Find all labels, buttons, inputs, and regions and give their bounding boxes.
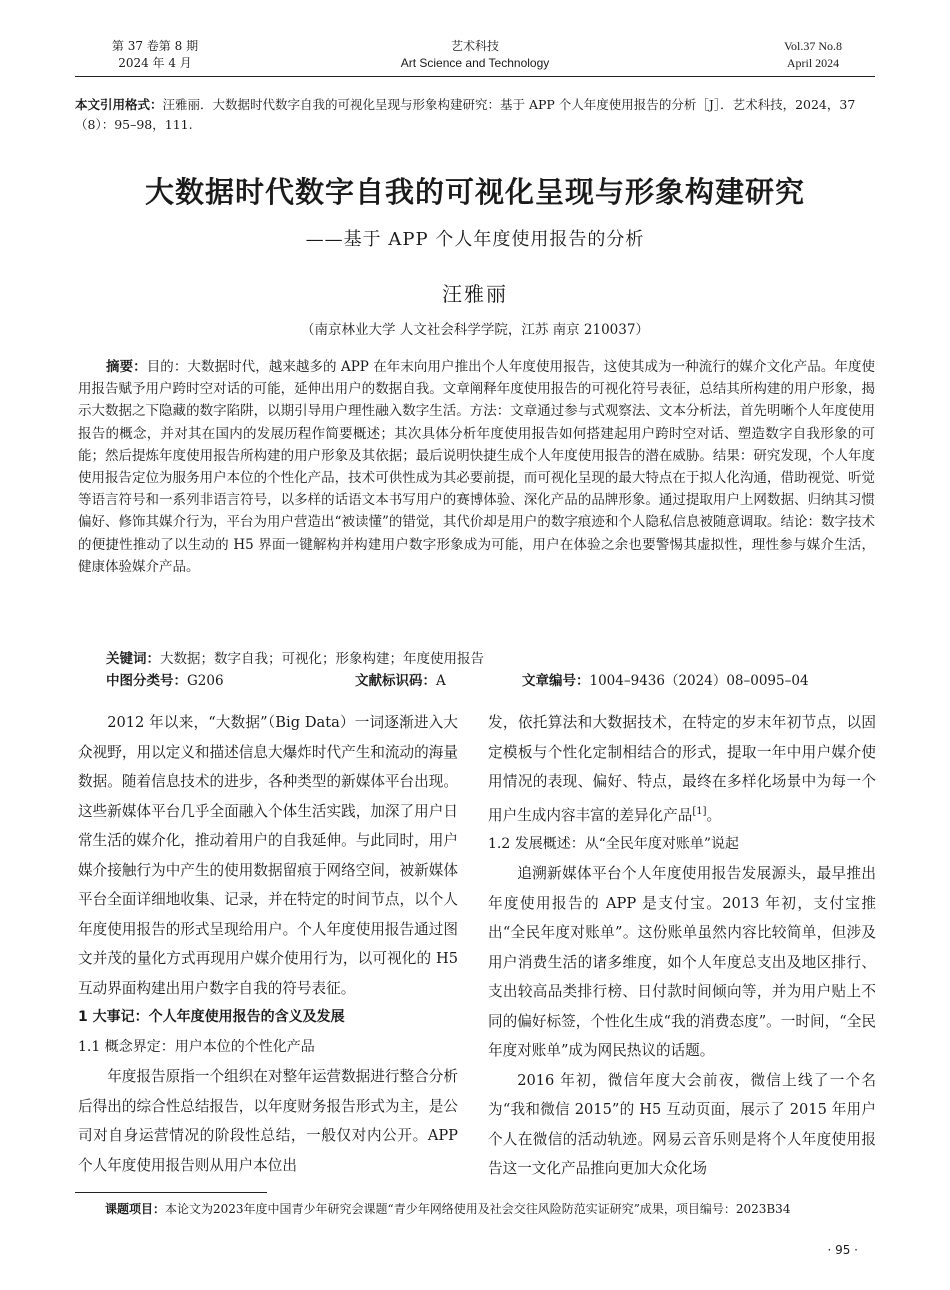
keywords-label: 关键词： bbox=[106, 651, 160, 667]
section-heading-1: 1 大事记：个人年度使用报告的含义及发展 bbox=[78, 1009, 345, 1025]
paragraph: 2012 年以来，“大数据”（Big Data）一词逐渐进入大众视野，用以定义和描述信息大爆炸时代产生和流动的海量数据。随着信息技术的进步，各种类型的新媒体平台出现。这些新媒体平台几乎全面融入个体生活实践，加深了用户日常生活的媒介化，推动着用户的自我延伸。与此同时，用户媒介接触行为中产生的使用数据留痕于网络空间，被新媒体平台全面详细地收集、记录，并在特定的时间节点，以个人年度使用报告的形式呈现给用户。个人年度使用报告通过图文并茂的量化方式再现用户媒介使用行为，以可视化的 H5 互动界面构建出用户数字自我的符号表征。 bbox=[78, 714, 458, 997]
body-column-left bbox=[78, 708, 458, 1180]
journal-issue-en bbox=[768, 38, 858, 72]
keywords-text: 大数据；数字自我；可视化；形象构建；年度使用报告 bbox=[160, 651, 484, 667]
citation-label: 本文引用格式： bbox=[75, 97, 163, 112]
issue-date-en: April 2024 bbox=[786, 56, 840, 70]
abstract-text: 目的：大数据时代，越来越多的 APP 在年末向用户推出个人年度使用报告，这使其成为一种流行的媒介文化产品。年度使用报告赋予用户跨时空对话的可能，延伸出用户的数据自我。文章阐释年度使用报告的可视化符号表征，总结其所构建的用户形象，揭示大数据之下隐藏的数字陷阱，以期引导用户理性融入数字生活。方法：文章通过参与式观察法、文本分析法，首先明晰个人年度使用报告的概念，并对其在国内的发展历程作简要概述；其次具体分析年度使用报告如何搭建起用户跨时空对话、塑造数字自我形象的可能；然后提炼年度使用报告所构建的用户形象及其依据；最后说明快捷生成个人年度使用报告的潜在威胁。结果：研究发现，个人年度使用报告定位为服务用户本位的个性化产品，技术可供性成为其必要前提，而可视化呈现的最大特点在于拟人化沟通，借助视觉、听觉等语言符号和一系列非语言符号，以多样的话语文本书写用户的赛博体验、深化产品的品牌形象。通过提取用户上网数据、归纳其习惯偏好、修饰其媒介行为，平台为用户营造出“被读懂”的错觉，其代价却是用户的数字痕迹和个人隐私信息被随意调取。结论：数字技术的便捷性推动了以生动的 H5 界面一键解构并构建用户数字形象成为可能，用户在体验之余也要警惕其虚拟性，理性参与媒介生活，健康体验媒介产品。 bbox=[78, 359, 876, 575]
citation bbox=[75, 95, 875, 135]
footnote-divider bbox=[75, 1192, 267, 1193]
article-label: 文章编号： bbox=[522, 673, 590, 689]
paper-subtitle: ——基于 APP 个人年度使用报告的分析 bbox=[305, 229, 645, 250]
article-value: 1004–9436（2024）08–0095–04 bbox=[589, 673, 809, 689]
keywords bbox=[106, 647, 484, 667]
clc-label: 中图分类号： bbox=[106, 673, 187, 689]
paragraph: 2016 年初，微信年度大会前夜，微信上线了一个名为“我和微信 2015”的 H5 互动页面，展示了 2015 年用户个人在微信的活动轨迹。网易云音乐则是将个人年度使用报告这一文化产品推向更加大众化场 bbox=[488, 1071, 876, 1178]
page-number: · 95 · bbox=[827, 1243, 858, 1257]
article-number bbox=[522, 669, 809, 689]
section-heading-1-2: 1.2 发展概述：从“全民年度对账单”说起 bbox=[488, 835, 740, 852]
doc-value: A bbox=[436, 673, 446, 689]
header-divider bbox=[75, 76, 875, 77]
abstract-label: 摘要： bbox=[106, 359, 147, 375]
clc-value: G206 bbox=[187, 673, 224, 689]
journal-name-en: Art Science and Technology bbox=[400, 56, 550, 70]
journal-name-cn: 艺术科技 bbox=[450, 39, 499, 53]
section-heading-1-1: 1.1 概念界定：用户本位的个性化产品 bbox=[78, 1038, 315, 1055]
footnote-text: 本论文为2023年度中国青少年研究会课题“青少年网络使用及社会交往风险防范实证研究”成果，项目编号：2023B34 bbox=[165, 1202, 791, 1216]
paragraph-text: 发，依托算法和大数据技术，在特定的岁末年初节点，以固定模板与个性化定制相结合的形式，提取一年中用户媒介使用情况的表现、偏好、特点，最终在多样化场景中为每一个用户生成内容丰富的差异化产品 bbox=[488, 714, 876, 824]
document-code bbox=[355, 669, 446, 689]
paragraph: 追溯新媒体平台个人年度使用报告发展源头，最早推出年度使用报告的 APP 是支付宝。2013 年初，支付宝推出“全民年度对账单”。这份账单虽然内容比较简单，但涉及用户消费生活的诸多维度，如个人年度总支出及地区排行、支出较高品类排行榜、日付款时间倾向等，并为用户贴上不同的偏好标签，个性化生成“我的消费态度”。一时间，“全民年度对账单”成为网民热议的话题。 bbox=[488, 865, 876, 1060]
abstract bbox=[78, 356, 875, 578]
paragraph-end: 。 bbox=[706, 806, 722, 824]
footnote-label: 课题项目： bbox=[105, 1202, 166, 1216]
affiliation: （南京林业大学 人文社会科学学院，江苏 南京 210037） bbox=[301, 322, 649, 338]
reference-marker[interactable]: [1] bbox=[692, 805, 707, 817]
issue-volume: 第 37 卷第 8 期 bbox=[111, 39, 199, 53]
doc-label: 文献标识码： bbox=[355, 673, 436, 689]
clc-number bbox=[106, 669, 224, 689]
issue-date: 2024 年 4 月 bbox=[118, 56, 192, 70]
body-column-right bbox=[488, 708, 876, 1184]
citation-text: 汪雅丽．大数据时代数字自我的可视化呈现与形象构建研究：基于 APP 个人年度使用报告的分析［J］．艺术科技，2024，37（8）：95–98，111. bbox=[75, 97, 856, 132]
issue-volume-en: Vol.37 No.8 bbox=[783, 39, 843, 53]
author: 汪雅丽 bbox=[442, 282, 508, 306]
paragraph bbox=[488, 708, 876, 830]
paragraph: 年度报告原指一个组织在对整年运营数据进行整合分析后得出的综合性总结报告，以年度财务报告形式为主，是公司对自身运营情况的阶段性总结，一般仅对内公开。APP 个人年度使用报告则从用户本位出 bbox=[78, 1068, 458, 1174]
paper-title: 大数据时代数字自我的可视化呈现与形象构建研究 bbox=[144, 175, 805, 209]
footnote bbox=[105, 1200, 790, 1217]
